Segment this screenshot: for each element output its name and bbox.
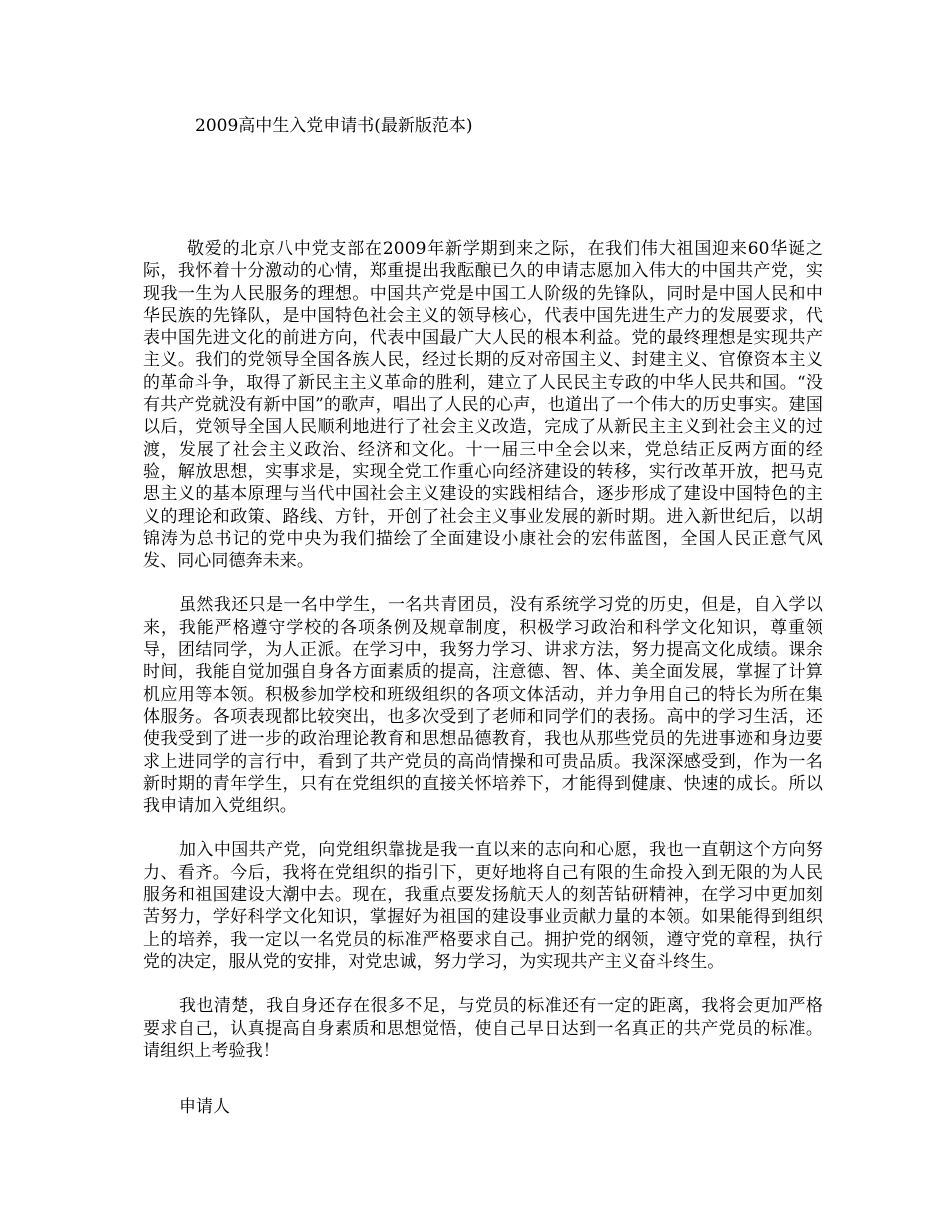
signature-label: 申请人 — [179, 1097, 230, 1117]
paragraph-2: 虽然我还只是一名中学生，一名共青团员，没有系统学习党的历史，但是，自入学以来，我能严格遵守学校的各项条例及规章制度，积极学习政治和科学文化知识，尊重领导，团结同学，为人正派。在学习中，我努力学习、讲求方法，努力提高文化成绩。课余时间，我能自觉加强自身各方面素质的提高，注意德、智、体、美全面发展，掌握了计算机应用等本领。积极参加学校和班级组织的各项文体活动，并力争用自己的特长为所在集体服务。各项表现都比较突出，也多次受到了老师和同学们的表扬。高中的学习生活，还使我受到了进一步的政治理论教育和思想品德教育，我也从那些党员的先进事迹和身边要求上进同学的言行中，看到了共产党员的高尚情操和可贵品质。我深深感受到，作为一名新时期的青年学生，只有在党组织的直接关怀培养下，才能得到健康、快速的成长。所以我申请加入党组织。 — [143, 595, 823, 817]
document-title: 2009高中生入党申请书(最新版范本) — [195, 116, 473, 136]
paragraph-1: 敬爱的北京八中党支部在2009年新学期到来之际，在我们伟大祖国迎来60华诞之际，我怀着十分激动的心情，郑重提出我酝酿已久的申请志愿加入伟大的中国共产党，实现我一生为人民服务的理想。中国共产党是中国工人阶级的先锋队，同时是中国人民和中华民族的先锋队，是中国特色社会主义的领导核心，代表中国先进生产力的发展要求，代表中国先进文化的前进方向，代表中国最广大人民的根本利益。党的最终理想是实现共产主义。我们的党领导全国各族人民，经过长期的反对帝国主义、封建主义、官僚资本主义的革命斗争，取得了新民主主义革命的胜利，建立了人民民主专政的中华人民共和国。“没有共产党就没有新中国”的歌声，唱出了人民的心声，也道出了一个伟大的历史事实。建国以后，党领导全国人民顺利地进行了社会主义改造，完成了从新民主主义到社会主义的过渡，发展了社会主义政治、经济和文化。十一届三中全会以来，党总结正反两方面的经验，解放思想，实事求是，实现全党工作重心向经济建设的转移，实行改革开放，把马克思主义的基本原理与当代中国社会主义建设的实践相结合，逐步形成了建设中国特色的主义的理论和政策、路线、方针，开创了社会主义事业发展的新时期。进入新世纪后，以胡锦涛为总书记的党中央为我们描绘了全面建设小康社会的宏伟蓝图，全国人民正意气风发、同心同德奔未来。 — [143, 239, 823, 572]
paragraph-3: 加入中国共产党，向党组织靠拢是我一直以来的志向和心愿，我也一直朝这个方向努力、看齐。今后，我将在党组织的指引下，更好地将自己有限的生命投入到无限的为人民服务和祖国建设大潮中去。现在，我重点要发扬航天人的刻苦钻研精神，在学习中更加刻苦努力，学好科学文化知识，掌握好为祖国的建设事业贡献力量的本领。如果能得到组织上的培养，我一定以一名党员的标准严格要求自己。拥护党的纲领，遵守党的章程，执行党的决定，服从党的安排，对党忠诚，努力学习，为实现共产主义奋斗终生。 — [143, 840, 823, 972]
document-body — [143, 238, 823, 1084]
paragraph-4: 我也清楚，我自身还存在很多不足，与党员的标准还有一定的距离，我将会更加严格要求自己，认真提高自身素质和思想觉悟，使自己早日达到一名真正的共产党员的标准。请组织上考验我！ — [143, 996, 823, 1061]
